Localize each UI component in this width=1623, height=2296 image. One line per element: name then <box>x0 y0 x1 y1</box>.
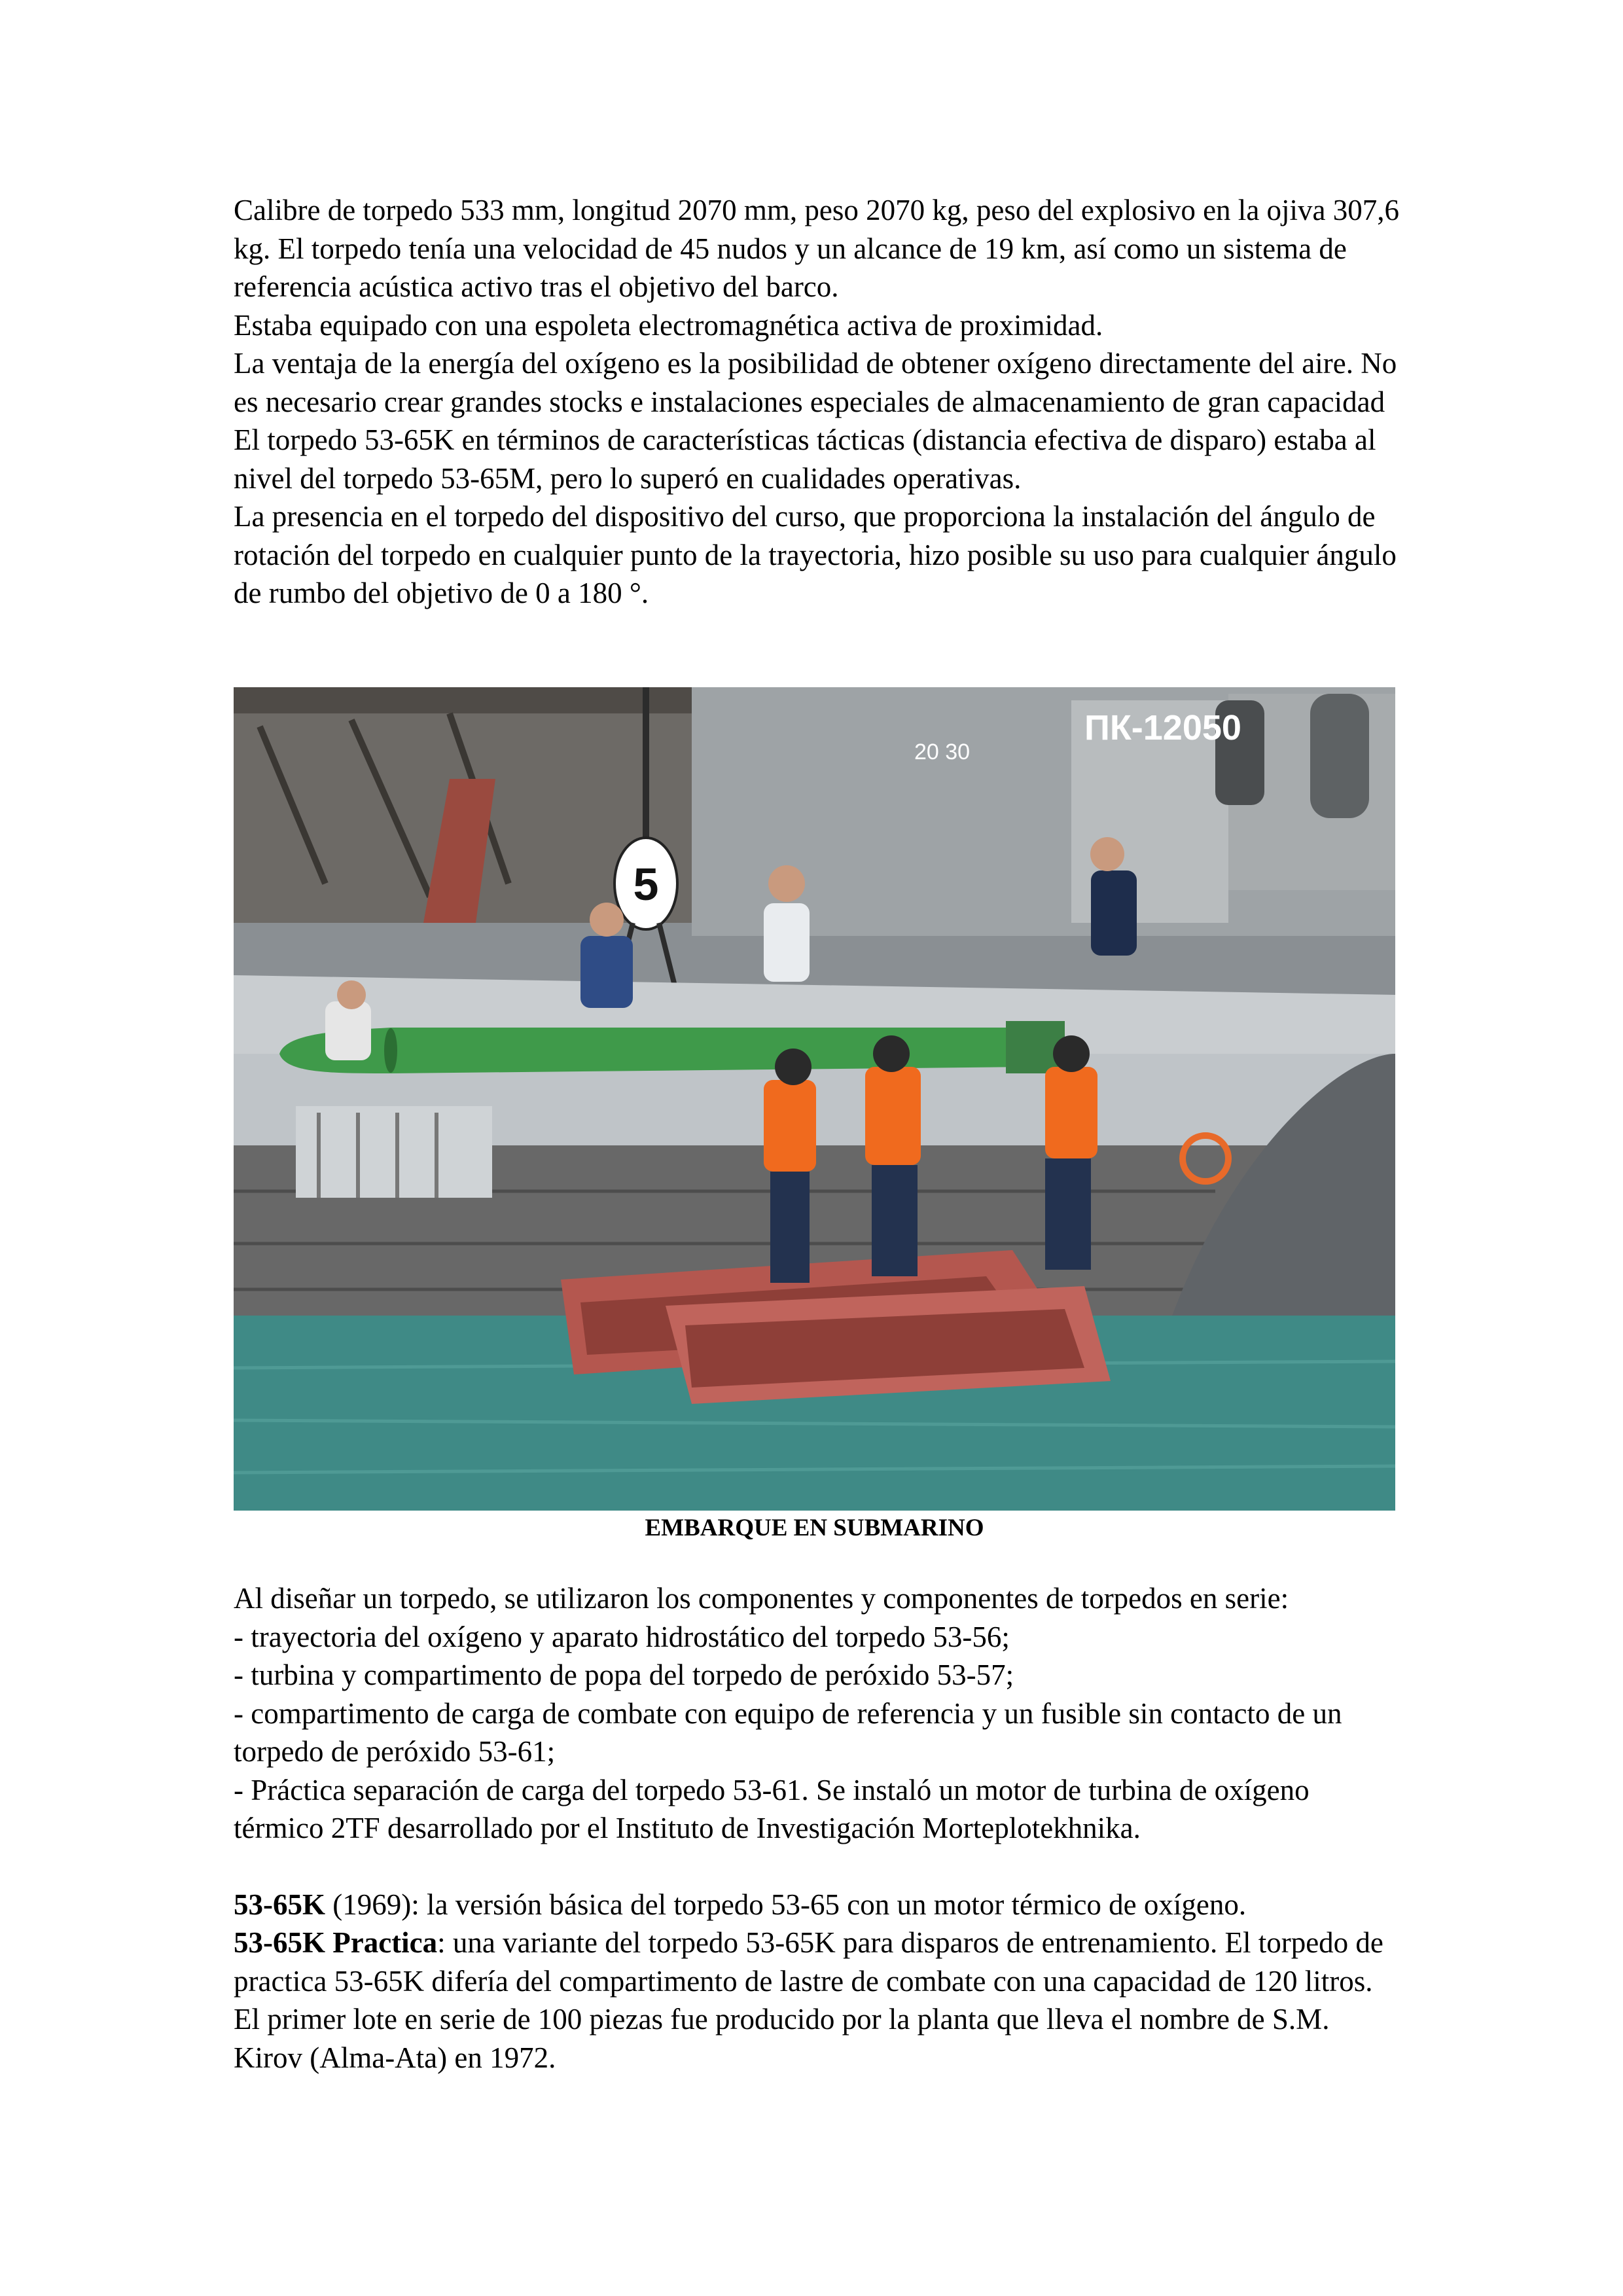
submarine-loading-photo <box>234 687 1395 1511</box>
paragraph: La ventaja de la energía del oxígeno es la posibilidad de obtener oxígeno directamente del aire. No es necesario crear grandes stocks e instalaciones especiales de almacenamiento de gran capacidad <box>234 347 1397 418</box>
paragraph: Calibre de torpedo 533 mm, longitud 2070 mm, peso 2070 kg, peso del explosivo en la ojiva 307,6 kg. El torpedo tenía una velocidad de 45 nudos y un alcance de 19 km, así como un sistema de referencia acústica activo tras el objetivo del barco. <box>234 194 1400 303</box>
side-marking: 20 30 <box>914 740 971 764</box>
variant-entry <box>234 1886 1405 1924</box>
variant-description: : una variante del torpedo 53-65K para disparos de entrenamiento. El torpedo de practica 53-65K difería del compartimento de lastre de combate con una capacidad de 120 litros. El primer lote en serie de 100 piezas fue producido por la planta que lleva el nombre de S.M. Kirov (Alma-Ata) en 1972. <box>234 1926 1383 2074</box>
variant-description: (1969): la versión básica del torpedo 53-65 con un motor térmico de oxígeno. <box>325 1888 1247 1921</box>
list-item: - trayectoria del oxígeno y aparato hidrostático del torpedo 53-56; <box>234 1620 1010 1653</box>
list-item: - turbina y compartimento de popa del torpedo de peróxido 53-57; <box>234 1659 1014 1691</box>
variant-name: 53-65K Practica <box>234 1926 438 1959</box>
photo-caption: EMBARQUE EN SUBMARINO <box>645 1515 984 1541</box>
intro-text <box>234 191 1405 613</box>
hoist-number: 5 <box>633 859 659 910</box>
list-item: - Práctica separación de carga del torpedo 53-61. Se instaló un motor de turbina de oxígeno térmico 2TF desarrollado por el Instituto de Investigación Morteplotekhnika. <box>234 1773 1310 1844</box>
paragraph: El torpedo 53-65K en términos de características tácticas (distancia efectiva de disparo) estaba al nivel del torpedo 53-65M, pero lo superó en cualidades operativas. <box>234 423 1376 495</box>
hull-marking: ПК-12050 <box>1084 708 1241 747</box>
paragraph: Al diseñar un torpedo, se utilizaron los componentes y componentes de torpedos en serie: <box>234 1582 1289 1615</box>
list-item: - compartimento de carga de combate con equipo de referencia y un fusible sin contacto de un torpedo de peróxido 53-61; <box>234 1696 1342 1768</box>
components-text <box>234 1579 1405 2077</box>
variant-entry <box>234 1924 1405 2077</box>
paragraph: Estaba equipado con una espoleta electromagnética activa de proximidad. <box>234 308 1103 342</box>
paragraph: La presencia en el torpedo del dispositivo del curso, que proporciona la instalación del ángulo de rotación del torpedo en cualquier punto de la trayectoria, hizo posible su uso para cualquier ángulo de rumbo del objetivo de 0 a 180 °. <box>234 500 1397 609</box>
variant-name: 53-65K <box>234 1888 325 1921</box>
